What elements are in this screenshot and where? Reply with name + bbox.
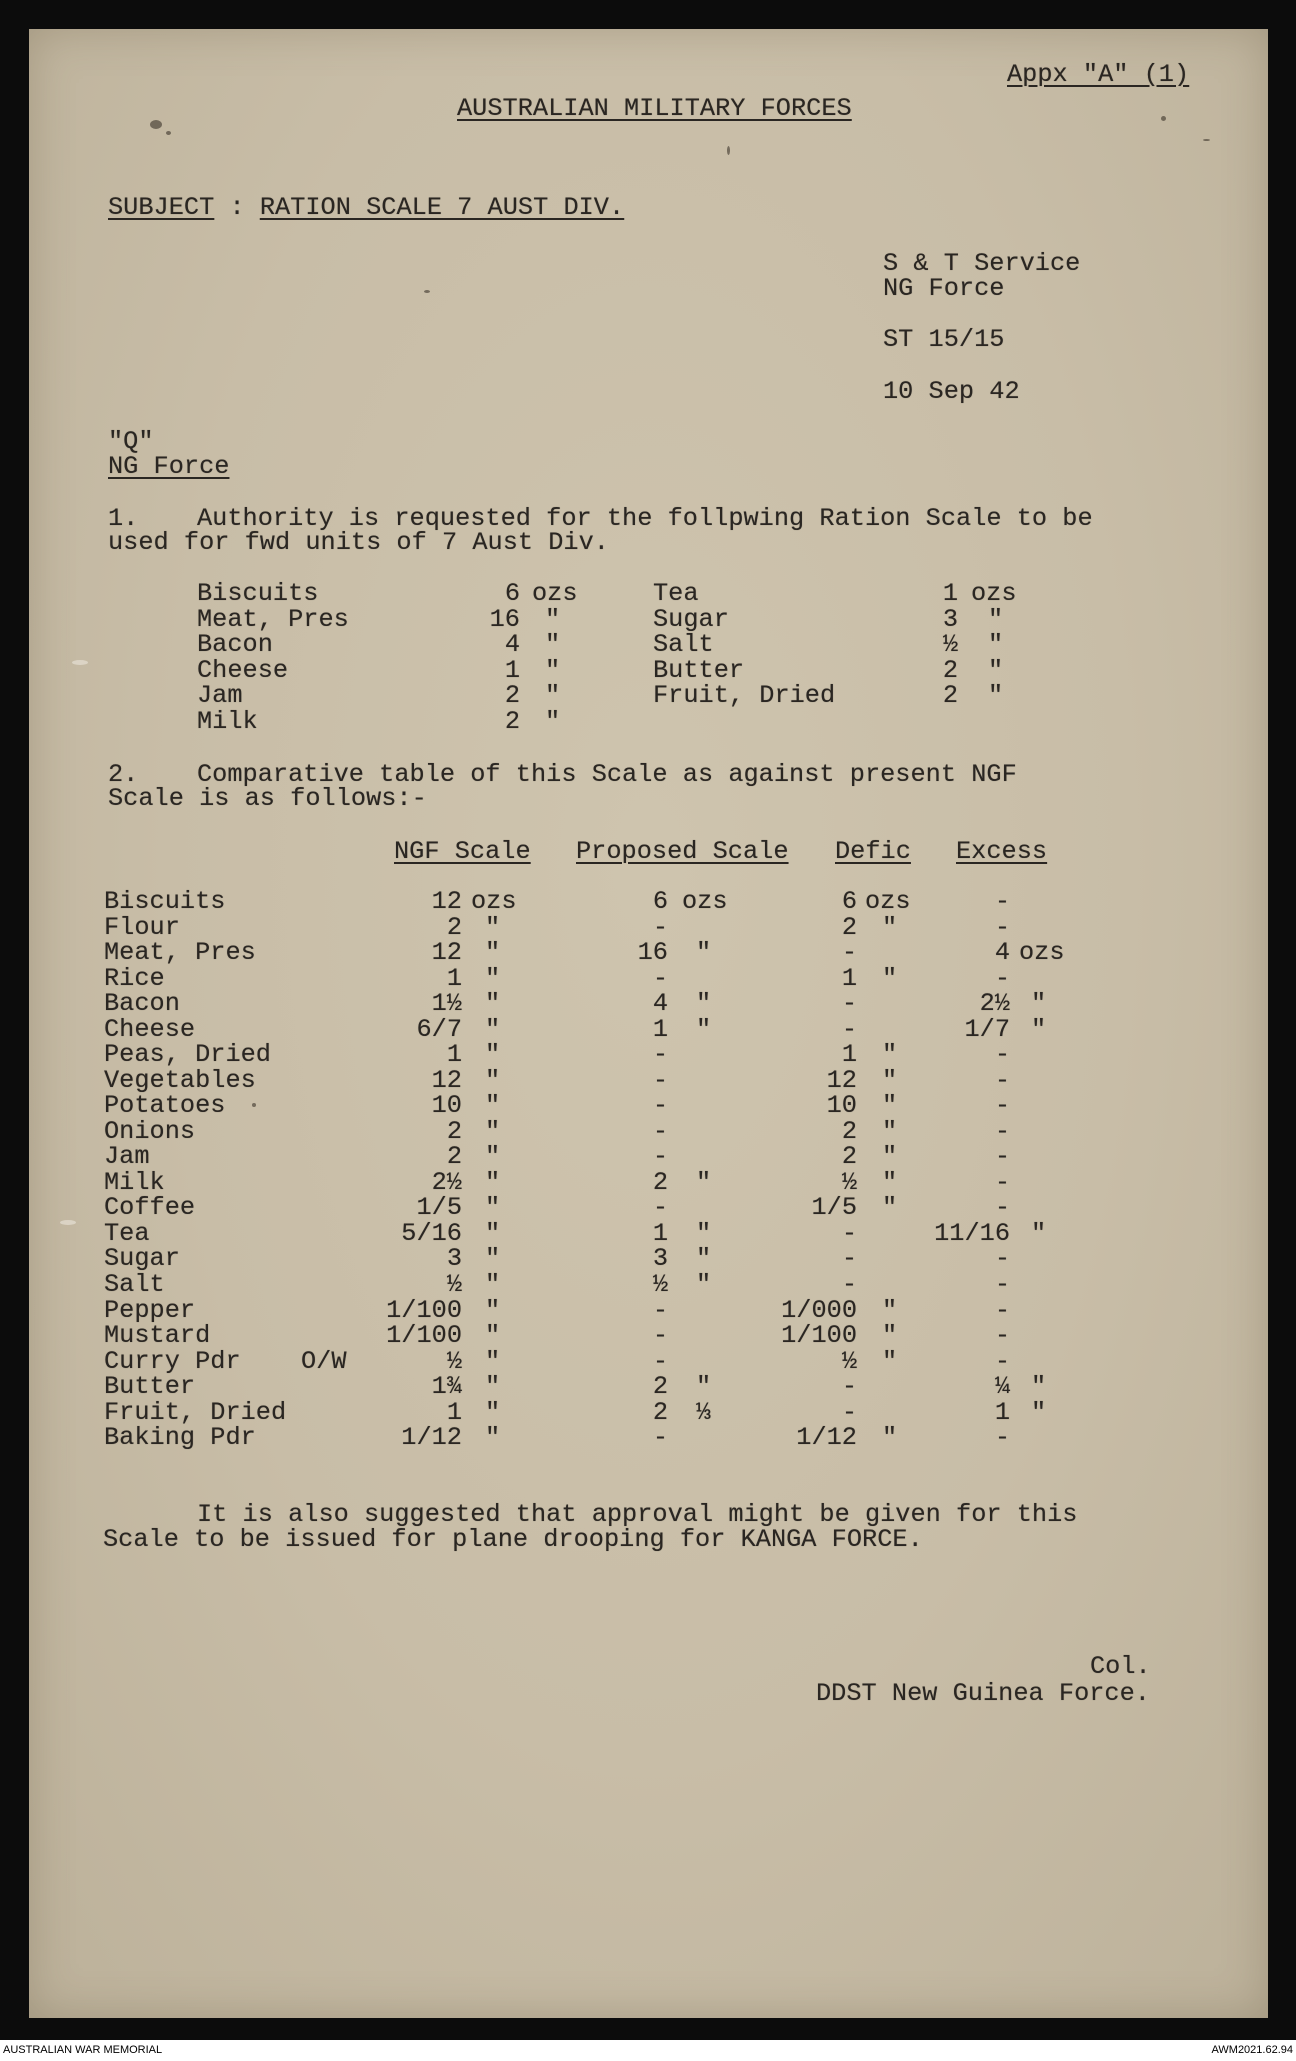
table-row xyxy=(0,1195,1296,1221)
ration-scale-row xyxy=(0,632,1296,658)
defic-ditto-mark: " xyxy=(882,963,898,993)
comparison-table-body xyxy=(0,889,1296,1451)
ngf-ditto-mark: " xyxy=(485,963,501,993)
excess-amount: - xyxy=(994,1295,1010,1325)
excess-amount: - xyxy=(994,1423,1010,1453)
ration-scale-row xyxy=(0,683,1296,709)
defic-amount: 12 xyxy=(826,1065,857,1095)
ration-amount: 2 xyxy=(942,655,958,685)
proposed-amount: 2 xyxy=(652,1167,668,1197)
ration-item-name: Milk xyxy=(197,706,258,736)
table-item-name: Pepper xyxy=(104,1295,196,1325)
appendix-reference: Appx "A" (1) xyxy=(1007,60,1190,89)
addressee-force: NG Force xyxy=(108,452,230,481)
defic-ditto-mark: " xyxy=(882,1193,898,1223)
table-row xyxy=(0,1167,1296,1197)
defic-ditto-mark: " xyxy=(882,1091,898,1121)
table-row xyxy=(0,912,1296,942)
paper-speck xyxy=(727,146,730,155)
table-item-name: Baking Pdr xyxy=(104,1423,256,1453)
excess-ditto-mark: " xyxy=(1031,1372,1047,1402)
ration-amount: 2 xyxy=(504,681,520,711)
ration-item-name: Biscuits xyxy=(197,579,319,608)
excess-amount: 1 xyxy=(994,1397,1010,1427)
table-item-name: Rice xyxy=(104,963,165,993)
proposed-amount: - xyxy=(652,963,668,993)
defic-amount: - xyxy=(841,1014,857,1044)
ngf-amount: 2½ xyxy=(431,1167,462,1197)
table-item-name: Butter xyxy=(104,1372,196,1402)
defic-amount: 1/5 xyxy=(811,1193,857,1223)
table-row xyxy=(0,1116,1296,1146)
ration-ditto-mark: " xyxy=(545,706,561,736)
paper-speck xyxy=(424,290,430,293)
table-row xyxy=(0,1246,1296,1272)
proposed-ditto-mark: " xyxy=(696,989,712,1019)
proposed-fraction: ⅓ xyxy=(696,1397,712,1427)
defic-ditto-mark: " xyxy=(882,1295,898,1325)
signature-appointment: DDST New Guinea Force. xyxy=(816,1679,1150,1708)
sender-unit: S & T Service xyxy=(883,249,1081,278)
table-item-name: Sugar xyxy=(104,1244,180,1274)
ngf-ditto-mark: " xyxy=(485,1269,501,1299)
excess-amount: - xyxy=(994,1346,1010,1376)
proposed-amount: 16 xyxy=(637,938,668,968)
ration-item-name: Sugar xyxy=(653,604,729,634)
ration-ditto-mark: " xyxy=(545,681,561,711)
ngf-amount: 6/7 xyxy=(416,1014,462,1044)
proposed-amount: - xyxy=(652,1423,668,1453)
table-item-name: Coffee xyxy=(104,1193,196,1223)
proposed-ditto-mark: " xyxy=(696,1218,712,1248)
table-item-name: Fruit, Dried xyxy=(104,1397,287,1427)
subject-separator: : xyxy=(229,193,245,222)
excess-ditto-mark: " xyxy=(1031,989,1047,1019)
ngf-ditto-mark: " xyxy=(485,912,501,942)
ngf-amount: 1/100 xyxy=(386,1295,462,1325)
ration-ditto-mark: " xyxy=(988,681,1004,711)
defic-amount: 1/12 xyxy=(796,1423,857,1453)
ration-scale-row xyxy=(0,655,1296,685)
proposed-amount: 2 xyxy=(652,1372,668,1402)
ngf-amount: ½ xyxy=(446,1269,462,1299)
table-item-name: Vegetables xyxy=(104,1065,256,1095)
ration-amount: 1 xyxy=(942,579,958,608)
ngf-ditto-mark: " xyxy=(485,989,501,1019)
table-item-name: Cheese xyxy=(104,1014,196,1044)
defic-amount: 1 xyxy=(841,963,857,993)
paper-speck xyxy=(1203,139,1210,141)
proposed-ditto-mark: " xyxy=(696,1372,712,1402)
paragraph-number: 1. xyxy=(108,504,139,533)
proposed-amount: 4 xyxy=(652,989,668,1019)
defic-ditto-mark: " xyxy=(882,1065,898,1095)
excess-amount: - xyxy=(994,912,1010,942)
proposed-ditto-mark: " xyxy=(696,1244,712,1274)
table-row xyxy=(0,1065,1296,1095)
proposed-ditto-mark: " xyxy=(696,1014,712,1044)
ration-scale-right-column xyxy=(0,581,1296,709)
subject-line xyxy=(108,195,624,221)
excess-amount: 1/7 xyxy=(964,1014,1010,1044)
ngf-ditto-mark: " xyxy=(485,1244,501,1274)
ration-scale-row xyxy=(0,581,1296,607)
ration-item-name: Cheese xyxy=(197,655,289,685)
excess-unit: ozs xyxy=(1019,938,1065,968)
defic-amount: 1/000 xyxy=(781,1295,857,1325)
paragraph-text: Authority is requested for the follpwing Ration Scale to be xyxy=(197,504,1093,533)
ngf-ditto-mark: " xyxy=(485,1091,501,1121)
proposed-amount: - xyxy=(652,1065,668,1095)
ngf-ditto-mark: " xyxy=(485,1193,501,1223)
table-item-note: O/W xyxy=(301,1346,347,1376)
table-header-ngf-scale: NGF Scale xyxy=(394,837,531,866)
closing-text: It is also suggested that approval might be given for this xyxy=(197,1500,1078,1529)
table-row xyxy=(0,1042,1296,1068)
ngf-amount: 12 xyxy=(431,887,462,916)
excess-amount: - xyxy=(994,1321,1010,1351)
table-item-name: Peas, Dried xyxy=(104,1040,271,1070)
defic-amount: 10 xyxy=(826,1091,857,1121)
proposed-amount: 3 xyxy=(652,1244,668,1274)
document-date: 10 Sep 42 xyxy=(883,377,1020,406)
proposed-unit: ozs xyxy=(682,887,728,916)
proposed-amount: 6 xyxy=(652,887,668,916)
ration-amount: 3 xyxy=(942,604,958,634)
defic-amount: - xyxy=(841,938,857,968)
excess-ditto-mark: " xyxy=(1031,1218,1047,1248)
table-row xyxy=(0,940,1296,966)
ration-ditto-mark: " xyxy=(545,630,561,660)
ngf-ditto-mark: " xyxy=(485,1014,501,1044)
ration-amount: 16 xyxy=(489,604,520,634)
ngf-unit: ozs xyxy=(471,887,517,916)
paragraph-number: 2. xyxy=(108,760,139,789)
defic-ditto-mark: " xyxy=(882,1142,898,1172)
proposed-amount: - xyxy=(652,1142,668,1172)
proposed-ditto-mark: " xyxy=(696,938,712,968)
ration-item-name: Tea xyxy=(653,579,699,608)
reference-number: ST 15/15 xyxy=(883,325,1005,354)
defic-amount: ½ xyxy=(841,1167,857,1197)
table-row xyxy=(0,1323,1296,1349)
defic-ditto-mark: " xyxy=(882,1423,898,1453)
paper-speck xyxy=(150,120,162,129)
ration-item-name: Bacon xyxy=(197,630,273,660)
closing-text: Scale to be issued for plane drooping for KANGA FORCE. xyxy=(103,1525,923,1554)
archive-footer xyxy=(0,2040,1296,2061)
proposed-amount: - xyxy=(652,1346,668,1376)
excess-amount: - xyxy=(994,1142,1010,1172)
proposed-amount: 2 xyxy=(652,1397,668,1427)
ration-item-name: Meat, Pres xyxy=(197,604,349,634)
ration-amount: 6 xyxy=(504,579,520,608)
defic-amount: 2 xyxy=(841,1142,857,1172)
ration-ditto-mark: " xyxy=(988,655,1004,685)
table-header-defic: Defic xyxy=(835,837,911,866)
proposed-amount: - xyxy=(652,1295,668,1325)
excess-amount: - xyxy=(994,1116,1010,1146)
excess-ditto-mark: " xyxy=(1031,1014,1047,1044)
ngf-ditto-mark: " xyxy=(485,1295,501,1325)
excess-amount: - xyxy=(994,1040,1010,1070)
proposed-ditto-mark: " xyxy=(696,1269,712,1299)
defic-amount: 1 xyxy=(841,1040,857,1070)
addressee-branch: "Q" xyxy=(108,427,154,456)
defic-amount: - xyxy=(841,1244,857,1274)
ngf-ditto-mark: " xyxy=(485,1346,501,1376)
proposed-amount: - xyxy=(652,1040,668,1070)
ngf-amount: 1/100 xyxy=(386,1321,462,1351)
ngf-amount: 1¾ xyxy=(431,1372,462,1402)
table-row xyxy=(0,1144,1296,1170)
ration-amount: 4 xyxy=(504,630,520,660)
table-row xyxy=(0,1425,1296,1451)
excess-amount: 2½ xyxy=(979,989,1010,1019)
excess-amount: ¼ xyxy=(994,1372,1010,1402)
table-item-name: Biscuits xyxy=(104,887,226,916)
excess-amount: - xyxy=(994,1193,1010,1223)
ngf-amount: 5/16 xyxy=(401,1218,462,1248)
ngf-amount: 1 xyxy=(446,963,462,993)
subject-label: SUBJECT xyxy=(108,193,215,222)
table-row xyxy=(0,1269,1296,1299)
table-item-name: Curry Pdr xyxy=(104,1346,241,1376)
ration-item-name: Jam xyxy=(197,681,243,711)
table-item-name: Jam xyxy=(104,1142,150,1172)
organisation-heading: AUSTRALIAN MILITARY FORCES xyxy=(457,94,852,123)
ration-ditto-mark: " xyxy=(545,655,561,685)
footer-accession-number: AWM2021.62.94 xyxy=(1211,2044,1293,2056)
ration-amount: ½ xyxy=(942,630,958,660)
ngf-amount: 1 xyxy=(446,1040,462,1070)
ngf-amount: 12 xyxy=(431,1065,462,1095)
ngf-ditto-mark: " xyxy=(485,1423,501,1453)
ngf-ditto-mark: " xyxy=(485,1142,501,1172)
table-row xyxy=(0,1346,1296,1376)
ngf-amount: 2 xyxy=(446,1142,462,1172)
ngf-ditto-mark: " xyxy=(485,1321,501,1351)
paper-speck xyxy=(1161,116,1166,121)
signature-rank: Col. xyxy=(1090,1652,1151,1681)
defic-amount: 2 xyxy=(841,1116,857,1146)
proposed-amount: - xyxy=(652,1091,668,1121)
table-header-excess: Excess xyxy=(956,837,1048,866)
proposed-amount: ½ xyxy=(652,1269,668,1299)
table-item-name: Mustard xyxy=(104,1321,211,1351)
defic-amount: 1/100 xyxy=(781,1321,857,1351)
paragraph-text: Comparative table of this Scale as against present NGF xyxy=(197,760,1017,789)
proposed-amount: 1 xyxy=(652,1014,668,1044)
defic-ditto-mark: " xyxy=(882,912,898,942)
table-row xyxy=(0,1093,1296,1119)
table-row xyxy=(0,963,1296,993)
proposed-ditto-mark: " xyxy=(696,1167,712,1197)
table-row xyxy=(0,1218,1296,1248)
excess-amount: - xyxy=(994,887,1010,916)
ngf-ditto-mark: " xyxy=(485,1397,501,1427)
table-item-name: Tea xyxy=(104,1218,150,1248)
excess-amount: - xyxy=(994,1065,1010,1095)
ration-item-name: Butter xyxy=(653,655,745,685)
ration-amount: 2 xyxy=(504,706,520,736)
defic-amount: - xyxy=(841,1372,857,1402)
paragraph-text: used for fwd units of 7 Aust Div. xyxy=(108,528,609,557)
ration-item-name: Fruit, Dried xyxy=(653,681,836,711)
defic-amount: - xyxy=(841,989,857,1019)
excess-amount: - xyxy=(994,1269,1010,1299)
footer-archive-name: AUSTRALIAN WAR MEMORIAL xyxy=(3,2044,163,2056)
ngf-amount: 3 xyxy=(446,1244,462,1274)
table-item-name: Flour xyxy=(104,912,180,942)
defic-ditto-mark: " xyxy=(882,1321,898,1351)
table-row xyxy=(0,1397,1296,1427)
table-row xyxy=(0,889,1296,915)
ngf-amount: 1 xyxy=(446,1397,462,1427)
ngf-ditto-mark: " xyxy=(485,1218,501,1248)
paper-speck xyxy=(166,131,171,135)
excess-amount: - xyxy=(994,1167,1010,1197)
ngf-ditto-mark: " xyxy=(485,1040,501,1070)
ration-item-name: Salt xyxy=(653,630,714,660)
ngf-ditto-mark: " xyxy=(485,1372,501,1402)
ration-unit: ozs xyxy=(532,579,578,608)
table-item-name: Potatoes xyxy=(104,1091,226,1121)
ration-amount: 1 xyxy=(504,655,520,685)
ngf-ditto-mark: " xyxy=(485,1116,501,1146)
defic-amount: - xyxy=(841,1218,857,1248)
sender-force: NG Force xyxy=(883,274,1005,303)
proposed-amount: - xyxy=(652,912,668,942)
defic-amount: - xyxy=(841,1269,857,1299)
table-item-name: Bacon xyxy=(104,989,180,1019)
excess-amount: 11/16 xyxy=(934,1218,1010,1248)
table-row xyxy=(0,991,1296,1017)
excess-amount: 4 xyxy=(994,938,1010,968)
ngf-amount: 1½ xyxy=(431,989,462,1019)
table-row xyxy=(0,1374,1296,1400)
ngf-ditto-mark: " xyxy=(485,1167,501,1197)
defic-ditto-mark: " xyxy=(882,1167,898,1197)
ration-ditto-mark: " xyxy=(988,630,1004,660)
ngf-amount: 12 xyxy=(431,938,462,968)
excess-amount: - xyxy=(994,1244,1010,1274)
table-row xyxy=(0,1295,1296,1325)
table-item-name: Onions xyxy=(104,1116,196,1146)
defic-ditto-mark: " xyxy=(882,1040,898,1070)
ngf-ditto-mark: " xyxy=(485,938,501,968)
table-row xyxy=(0,1014,1296,1044)
ration-unit: ozs xyxy=(971,579,1017,608)
ration-scale-row xyxy=(0,706,1296,736)
ngf-amount: ½ xyxy=(446,1346,462,1376)
excess-amount: - xyxy=(994,1091,1010,1121)
ngf-amount: 1/12 xyxy=(401,1423,462,1453)
excess-ditto-mark: " xyxy=(1031,1397,1047,1427)
table-item-name: Milk xyxy=(104,1167,165,1197)
proposed-amount: 1 xyxy=(652,1218,668,1248)
ngf-ditto-mark: " xyxy=(485,1065,501,1095)
ration-ditto-mark: " xyxy=(988,604,1004,634)
proposed-amount: - xyxy=(652,1321,668,1351)
ngf-amount: 2 xyxy=(446,1116,462,1146)
proposed-amount: - xyxy=(652,1193,668,1223)
defic-unit: ozs xyxy=(865,887,911,916)
ngf-amount: 1/5 xyxy=(416,1193,462,1223)
table-item-name: Meat, Pres xyxy=(104,938,256,968)
defic-ditto-mark: " xyxy=(882,1116,898,1146)
excess-amount: - xyxy=(994,963,1010,993)
defic-amount: 2 xyxy=(841,912,857,942)
ration-ditto-mark: " xyxy=(545,604,561,634)
defic-amount: 6 xyxy=(841,887,857,916)
proposed-amount: - xyxy=(652,1116,668,1146)
subject-title: RATION SCALE 7 AUST DIV. xyxy=(259,193,625,222)
ration-amount: 2 xyxy=(942,681,958,711)
table-header-proposed-scale: Proposed Scale xyxy=(576,837,789,866)
defic-amount: ½ xyxy=(841,1346,857,1376)
defic-ditto-mark: " xyxy=(882,1346,898,1376)
ration-scale-row xyxy=(0,604,1296,634)
ngf-amount: 10 xyxy=(431,1091,462,1121)
ngf-amount: 2 xyxy=(446,912,462,942)
paragraph-text: Scale is as follows:- xyxy=(108,784,427,813)
table-item-name: Salt xyxy=(104,1269,165,1299)
defic-amount: - xyxy=(841,1397,857,1427)
